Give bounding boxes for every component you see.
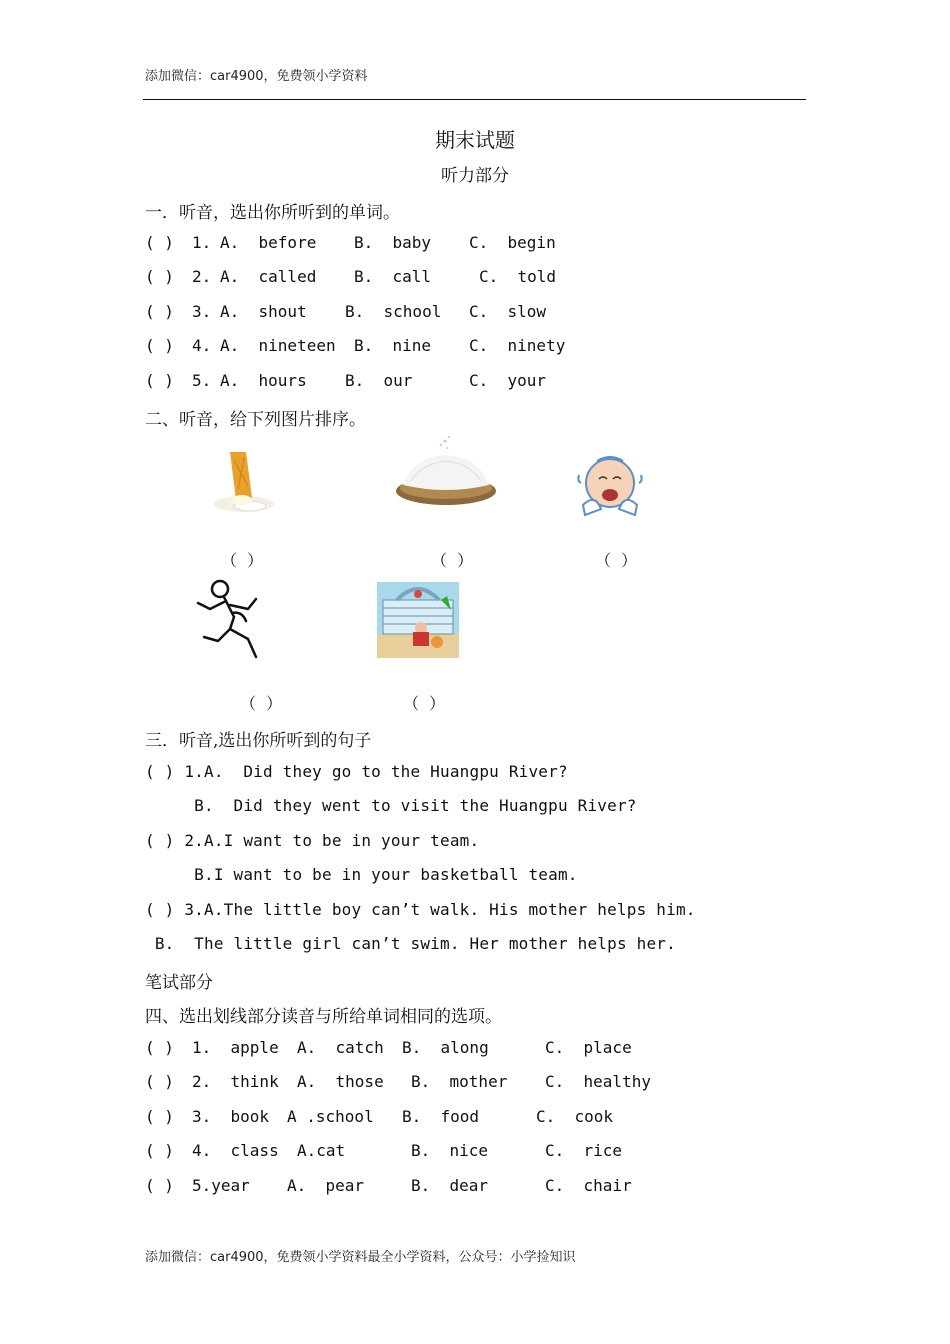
question-number: 5.	[192, 371, 212, 390]
answer-bracket: ( )	[145, 336, 174, 355]
option-c: C. slow	[469, 302, 547, 321]
option-a: A. hours	[220, 371, 307, 390]
written-part-title: 笔试部分	[145, 973, 213, 993]
header-divider	[143, 99, 806, 100]
option-a: A. before	[220, 233, 317, 252]
sentence-line: B.I want to be in your basketball team.	[145, 865, 578, 884]
option-c: C. place	[545, 1038, 632, 1057]
answer-bracket: ( )	[145, 1107, 174, 1126]
option-b: B. along	[402, 1038, 489, 1057]
option-b: B. mother	[411, 1072, 508, 1091]
sentence-line: ( ) 3.A.The little boy can’t walk. His mother helps him.	[145, 900, 696, 919]
option-b: B. dear	[411, 1176, 489, 1195]
answer-bracket: ( )	[145, 1038, 174, 1057]
sentence-line: ( ) 2.A.I want to be in your team.	[145, 831, 480, 850]
option-a: A. pear	[287, 1176, 365, 1195]
running-boy-image	[190, 577, 268, 661]
option-a: A .school	[287, 1107, 374, 1126]
section4-heading: 四、选出划线部分读音与所给单词相同的选项。	[145, 1007, 502, 1027]
given-word: 3. book	[192, 1107, 270, 1126]
option-a: A.cat	[297, 1141, 346, 1160]
answer-blank: （ ）	[221, 551, 264, 570]
option-b: B. call	[354, 267, 432, 286]
answer-bracket: ( )	[145, 1176, 174, 1195]
option-c: C. healthy	[545, 1072, 651, 1091]
playground-image	[377, 582, 459, 658]
answer-blank: （ ）	[403, 694, 446, 713]
answer-blank: （ ）	[431, 551, 474, 570]
option-a: A. shout	[220, 302, 307, 321]
answer-bracket: ( )	[145, 267, 174, 286]
option-b: B. food	[402, 1107, 480, 1126]
question-number: 4.	[192, 336, 212, 355]
answer-blank: （ ）	[240, 694, 283, 713]
question-number: 2.	[192, 267, 212, 286]
option-c: C. ninety	[469, 336, 566, 355]
option-a: A. those	[297, 1072, 384, 1091]
header-note: 添加微信：car4900，免费领小学资料	[145, 69, 368, 84]
section2-heading: 二、听音，给下列图片排序。	[145, 410, 366, 430]
ice-cream-image	[208, 446, 280, 516]
question-number: 1.	[192, 233, 212, 252]
option-c: C. chair	[545, 1176, 632, 1195]
answer-bracket: ( )	[145, 233, 174, 252]
option-a: A. nineteen	[220, 336, 336, 355]
answer-bracket: ( )	[145, 302, 174, 321]
option-b: B. nine	[354, 336, 432, 355]
option-c: C. rice	[545, 1141, 623, 1160]
option-c: C. told	[479, 267, 557, 286]
option-b: B. baby	[354, 233, 432, 252]
given-word: 5.year	[192, 1176, 250, 1195]
crying-baby-image	[575, 455, 645, 517]
option-c: C. cook	[536, 1107, 614, 1126]
section1-heading: 一．听音，选出你所听到的单词。	[145, 203, 400, 223]
option-b: B. our	[345, 371, 413, 390]
rice-bowl-image	[393, 433, 499, 513]
given-word: 2. think	[192, 1072, 279, 1091]
footer-note: 添加微信：car4900，免费领小学资料最全小学资料，公众号：小学捡知识	[145, 1250, 576, 1265]
answer-bracket: ( )	[145, 371, 174, 390]
sentence-line: B. The little girl can’t swim. Her mother helps her.	[145, 934, 676, 953]
sentence-line: ( ) 1.A. Did they go to the Huangpu River?	[145, 762, 568, 781]
question-number: 3.	[192, 302, 212, 321]
page-title: 期末试题	[435, 128, 515, 152]
option-c: C. your	[469, 371, 547, 390]
listening-part-title: 听力部分	[441, 166, 509, 186]
option-b: B. school	[345, 302, 442, 321]
given-word: 4. class	[192, 1141, 279, 1160]
given-word: 1. apple	[192, 1038, 279, 1057]
answer-bracket: ( )	[145, 1072, 174, 1091]
option-c: C. begin	[469, 233, 556, 252]
option-a: A. catch	[297, 1038, 384, 1057]
section3-heading: 三．听音,选出你所听到的句子	[145, 731, 372, 751]
sentence-line: B. Did they went to visit the Huangpu River?	[145, 796, 637, 815]
answer-bracket: ( )	[145, 1141, 174, 1160]
answer-blank: （ ）	[595, 551, 638, 570]
option-b: B. nice	[411, 1141, 489, 1160]
option-a: A. called	[220, 267, 317, 286]
